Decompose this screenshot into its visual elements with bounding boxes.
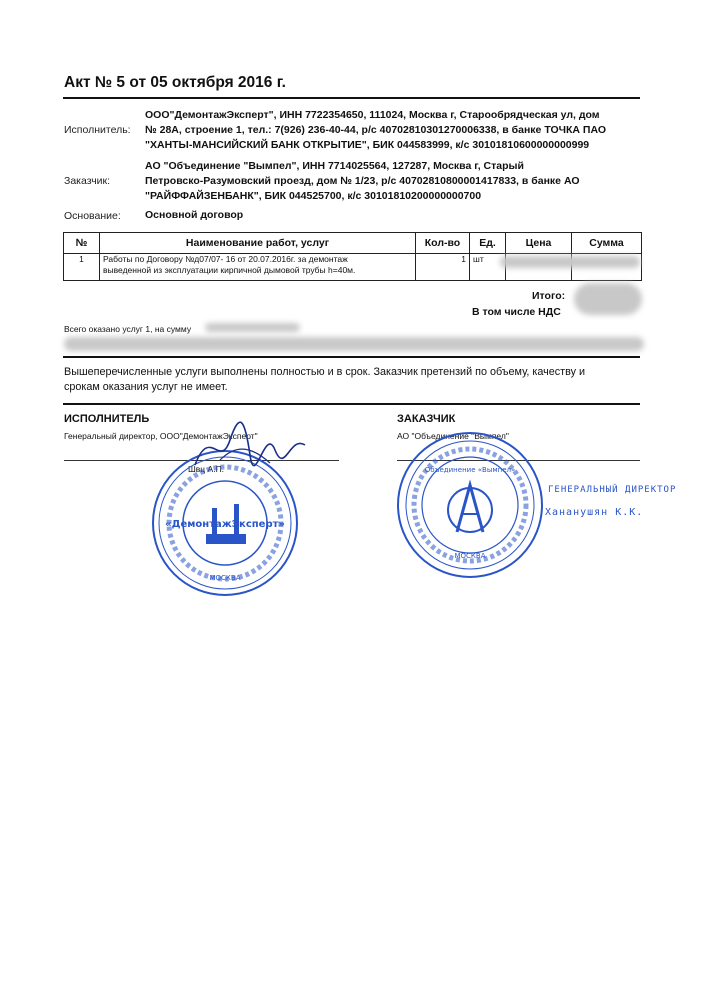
row-qty: 1 [416, 254, 470, 281]
executor-stamp-city: МОСКВА [209, 574, 241, 582]
executor-position: Генеральный директор, ООО"ДемонтажЭксперт" [64, 431, 258, 441]
executor-label: Исполнитель: [64, 124, 131, 136]
redacted-amount-words [64, 337, 644, 351]
executor-line: "ХАНТЫ-МАНСИЙСКИЙ БАНК ОТКРЫТИЕ", БИК 044583999, к/с 30101810600000000999 [145, 139, 590, 151]
executor-signature [190, 415, 310, 475]
executor-line: № 28А, строение 1, тел.: 7(926) 236-40-44, р/с 40702810301270006338, в банке ТОЧКА ПАО [145, 124, 607, 136]
customer-stamp-city: МОСКВА [454, 552, 486, 560]
customer-stamp-name: Хананушян К.К. [545, 507, 644, 518]
customer-heading: ЗАКАЗЧИК [397, 413, 456, 425]
row-name [100, 254, 416, 281]
row-name-line: выведенной из эксплуатации кирпичной дымовой трубы h=40м. [103, 265, 356, 275]
col-header-sum: Сумма [572, 233, 642, 254]
executor-name: Швц А.П. [188, 464, 225, 474]
customer-line: АО "Объединение "Вымпел", ИНН 7714025564, 127287, Москва г, Старый [145, 160, 524, 172]
row-unit: шт [470, 254, 506, 281]
col-header-num: № [64, 233, 100, 254]
customer-stamp-role: ГЕНЕРАЛЬНЫЙ ДИРЕКТОР [548, 485, 677, 495]
basis-value: Основной договор [145, 209, 244, 221]
executor-stamp-center: «ДемонтажЭксперт» [165, 519, 285, 530]
executor-details [145, 108, 606, 153]
table-header-row [64, 233, 642, 254]
redacted-sum [205, 323, 300, 332]
customer-stamp [395, 430, 545, 580]
statement-rule [63, 403, 640, 405]
executor-line: ООО"ДемонтажЭксперт", ИНН 7722354650, 111024, Москва г, Старообрядческая ул, дом [145, 109, 600, 121]
customer-label: Заказчик: [64, 175, 111, 187]
document-title: Акт № 5 от 05 октября 2016 г. [64, 74, 286, 91]
col-header-price: Цена [506, 233, 572, 254]
customer-position: АО "Объединение "Вымпел" [397, 431, 509, 441]
customer-details [145, 159, 580, 204]
col-header-unit: Ед. [470, 233, 506, 254]
title-underline [63, 97, 640, 99]
statement [64, 365, 585, 395]
row-num: 1 [64, 254, 100, 281]
basis-label: Основание: [64, 210, 121, 222]
customer-line: "РАЙФФАЙЗЕНБАНК", БИК 044525700, к/с 30101810200000000700 [145, 190, 482, 202]
redacted-totals [574, 283, 642, 315]
statement-line: Вышеперечисленные услуги выполнены полностью и в срок. Заказчик претензий по объему, качеству и [64, 366, 586, 378]
total-label: Итого: [532, 290, 566, 302]
customer-line: Петровско-Разумовский проезд, дом № 1/23, р/с 40702810800001417833, в банке АО [145, 175, 580, 187]
summary-rule [63, 356, 640, 358]
col-header-qty: Кол-во [416, 233, 470, 254]
statement-line: срокам оказания услуг не имеет. [64, 381, 228, 393]
vat-label: В том числе НДС [472, 306, 561, 318]
customer-stamp-center: Объединение «Вымпел» [424, 466, 516, 474]
row-name-line: Работы по Договору №д07/07- 16 от 20.07.2016г. за демонтаж [103, 254, 348, 264]
redacted-price [500, 256, 640, 268]
services-summary: Всего оказано услуг 1, на сумму [64, 324, 192, 334]
executor-heading: ИСПОЛНИТЕЛЬ [64, 413, 150, 425]
col-header-name: Наименование работ, услуг [100, 233, 416, 254]
